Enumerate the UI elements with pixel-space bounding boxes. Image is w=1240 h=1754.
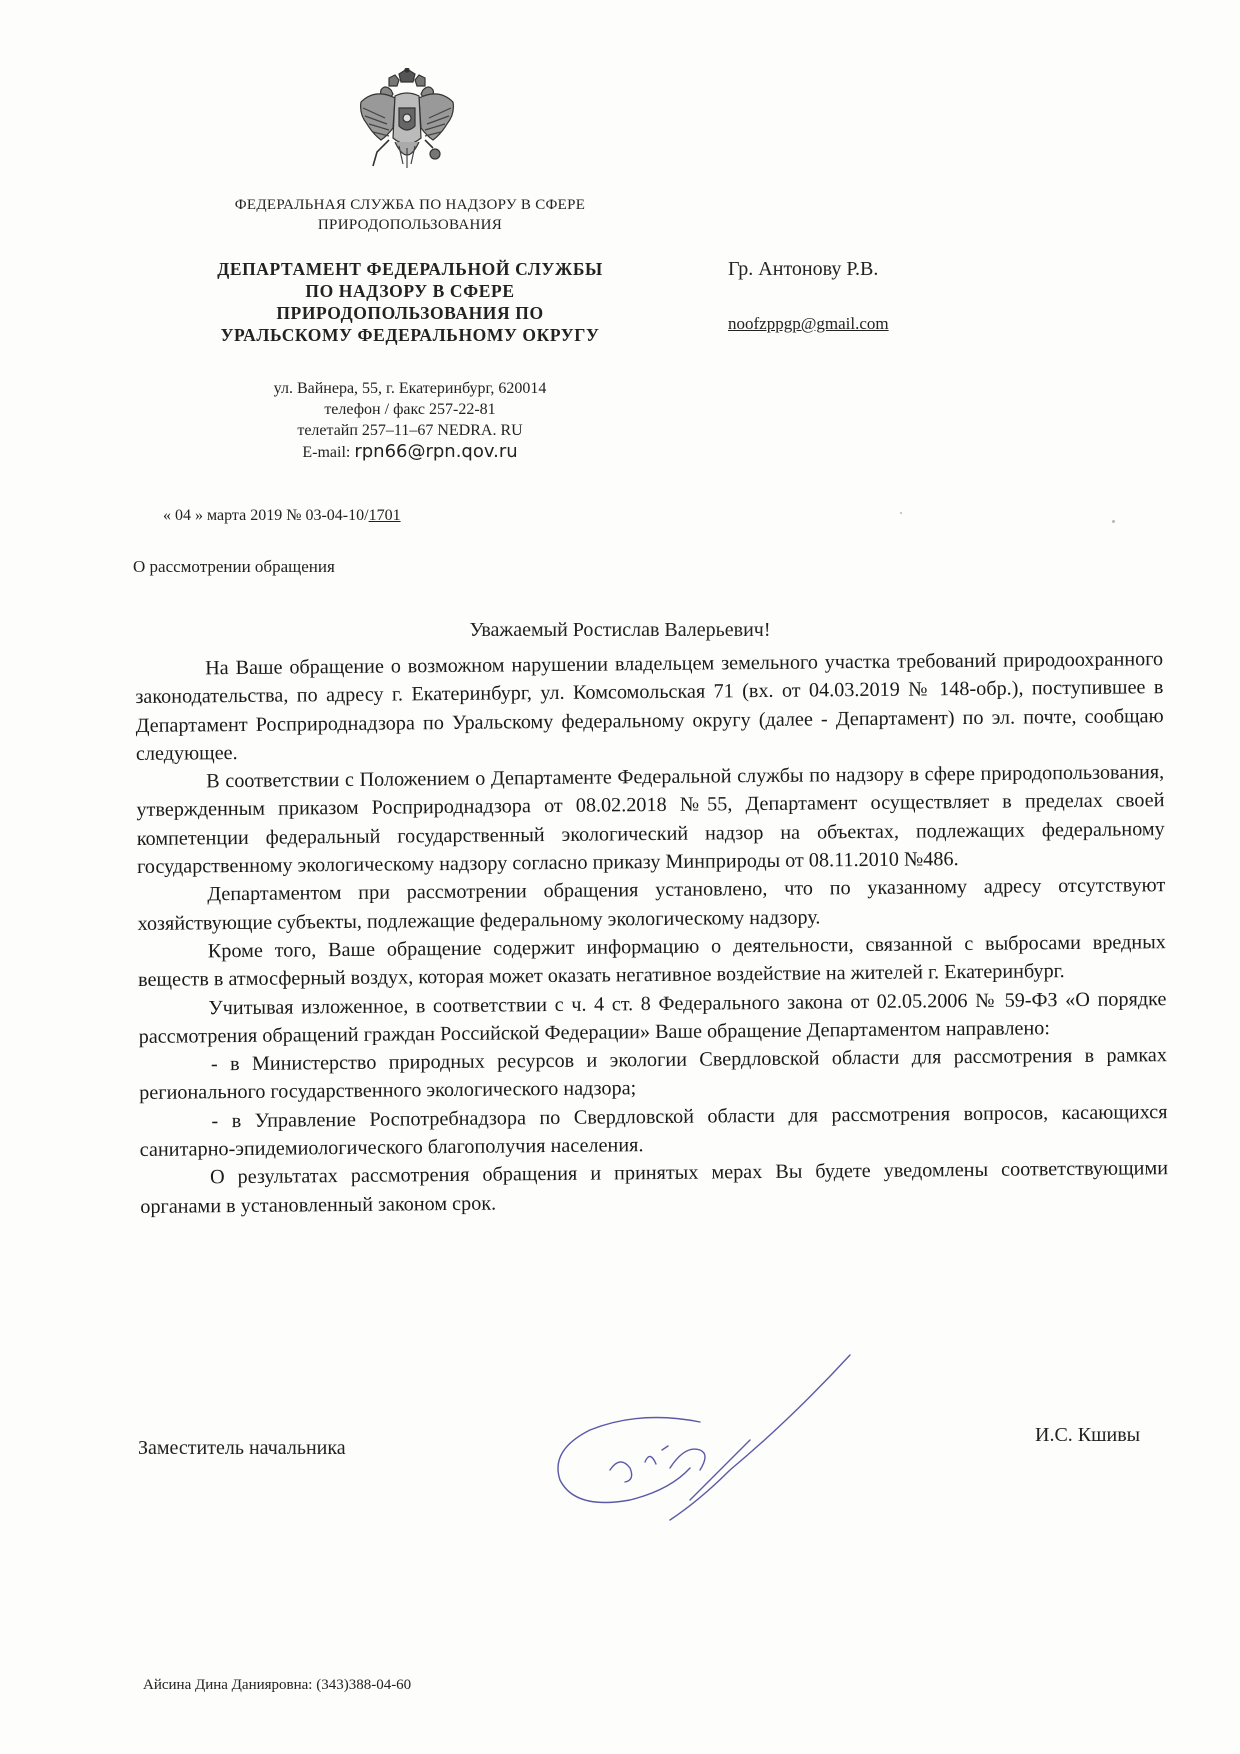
executor-contact: Айсина Дина Данияровна: (343)388-04-60 — [143, 1677, 412, 1693]
agency-email-label: E-mail: — [302, 444, 355, 461]
scan-speck — [900, 512, 902, 514]
agency-main-line: ДЕПАРТАМЕНТ ФЕДЕРАЛЬНОЙ СЛУЖБЫ — [217, 259, 603, 279]
body-list-item: - в Министерство природных ресурсов и экологии Свердловской области для рассмотрения в рамках регионального государственного экологического надзора; — [139, 1044, 1167, 1105]
recipient-name: Гр. Антонову Р.В. — [728, 258, 879, 280]
body-paragraph: О результатах рассмотрения обращения и принятых мерах Вы будете уведомлены соответствующими органами в установленный законом срок. — [140, 1157, 1169, 1218]
salutation: Уважаемый Ростислав Валерьевич! — [469, 619, 771, 641]
letter-body — [135, 645, 1168, 1221]
agency-main-line: ПРИРОДОПОЛЬЗОВАНИЯ ПО — [276, 303, 544, 323]
outgoing-reference — [163, 507, 401, 525]
outgoing-number: 1701 — [368, 507, 401, 524]
agency-phone: телефон / факс 257-22-81 — [324, 401, 496, 418]
body-paragraph: Департаментом при рассмотрении обращения установлено, что по указанному адресу отсутствуют хозяйствующие субъекты, подлежащие федеральному экологическому надзору. — [137, 874, 1166, 935]
recipient-email: noofzppgp@gmail.com — [728, 314, 889, 333]
handwritten-signature — [550, 1350, 870, 1530]
signer-name: И.С. Кшивы — [1035, 1424, 1141, 1446]
agency-address: ул. Вайнера, 55, г. Екатеринбург, 620014 — [273, 380, 547, 397]
agency-main-line: ПО НАДЗОРУ В СФЕРЕ — [305, 281, 515, 301]
agency-small-line: ФЕДЕРАЛЬНАЯ СЛУЖБА ПО НАДЗОРУ В СФЕРЕ — [234, 197, 586, 213]
outgoing-date: « 04 » марта 2019 № 03-04-10/ — [163, 507, 369, 524]
body-list-item: - в Управление Роспотребнадзора по Свердловской области для рассмотрения вопросов, касающихся санитарно-эпидемиологического благополучия населения. — [139, 1100, 1168, 1162]
agency-email — [200, 441, 620, 463]
coat-of-arms-emblem — [355, 68, 460, 180]
agency-department-name — [170, 258, 650, 346]
agency-email-value: rpn66@rpn.qov.ru — [354, 441, 518, 462]
agency-main-line: УРАЛЬСКОМУ ФЕДЕРАЛЬНОМУ ОКРУГУ — [220, 325, 600, 345]
agency-small-line: ПРИРОДОПОЛЬЗОВАНИЯ — [317, 217, 503, 233]
scan-speck — [1112, 520, 1115, 523]
agency-contacts — [200, 378, 620, 463]
signer-title: Заместитель начальника — [138, 1437, 346, 1459]
body-paragraph: В соответствии с Положением о Департаменте Федеральной службы по надзору в сфере природопользования, утвержденным приказом Росприроднадзора от 08.02.2018 №55, Департамент осуществляет в пределах своей компетенции федеральный государственный экологический надзор на объектах, подлежащих федеральному государственному экологическому надзору согласно приказу Минприроды от 08.11.2010 №486. — [136, 761, 1165, 879]
letter-subject: О рассмотрении обращения — [133, 557, 335, 576]
body-paragraph: Кроме того, Ваше обращение содержит информацию о деятельности, связанной с выбросами вредных веществ в атмосферный воздух, которая может оказать негативное воздействие на жителей г. Екатеринбург. — [138, 931, 1166, 992]
body-paragraph: На Ваше обращение о возможном нарушении владельцем земельного участка требований природоохранного законодательства, по адресу г. Екатеринбург, ул. Комсомольская 71 (вх. от 04.03.2019 № 148-обр.), поступившее в Департамент Росприроднадзора по Уральскому федеральному округу (далее - Департамент) по эл. почте, сообщаю следующее. — [135, 648, 1164, 765]
agency-teletype: телетайп 257–11–67 NEDRA. RU — [297, 422, 523, 439]
body-paragraph: Учитывая изложенное, в соответствии с ч. 4 ст. 8 Федерального закона от 02.05.2006 № 59-ФЗ «О порядке рассмотрения обращений граждан Российской Федерации» Ваше обращение Департаментом направлено: — [138, 987, 1167, 1048]
agency-parent-name — [200, 195, 620, 235]
